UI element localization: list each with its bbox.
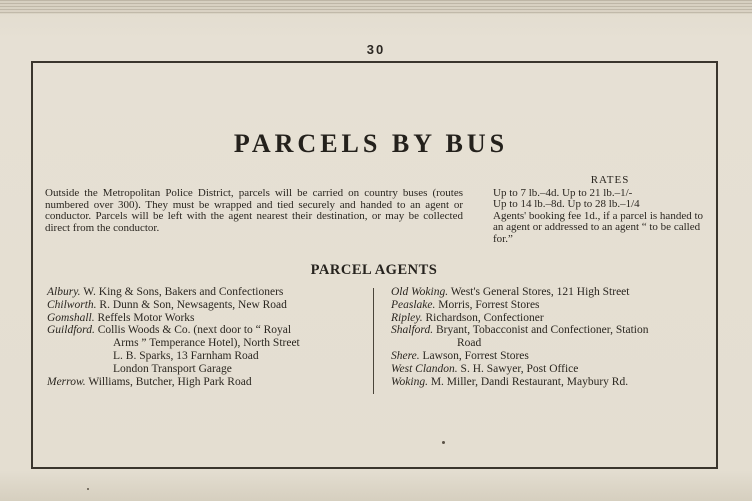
agent-place: Merrow.: [47, 375, 86, 388]
agent-place: Peaslake.: [391, 298, 436, 311]
agent-entry: [47, 299, 367, 312]
agent-details-continued: London Transport Garage: [113, 362, 232, 375]
agent-details: Reffels Motor Works: [97, 311, 195, 324]
agent-entry: [47, 376, 367, 389]
agent-entry: [47, 324, 367, 375]
agent-entry: [391, 376, 711, 389]
agent-entry: [391, 286, 711, 299]
agent-details: Williams, Butcher, High Park Road: [88, 375, 252, 388]
agent-place: West Clandon.: [391, 362, 458, 375]
agent-entry: [391, 350, 711, 363]
agent-details: Morris, Forrest Stores: [438, 298, 540, 311]
agent-entry: [391, 324, 711, 350]
page-number: 30: [366, 42, 386, 57]
agent-place: Shalford.: [391, 324, 434, 337]
agent-place: Ripley.: [391, 311, 423, 324]
rates-line: Up to 14 lb.–8d. Up to 28 lb.–1/4: [493, 198, 640, 210]
agent-details-continued: Arms ” Temperance Hotel), North Street: [113, 337, 300, 350]
agent-details-continued: L. B. Sparks, 13 Farnham Road: [113, 349, 259, 362]
agent-entry: [47, 312, 367, 325]
agent-details: West's General Stores, 121 High Street: [450, 286, 630, 298]
agent-place: Shere.: [391, 349, 420, 362]
rates-box: [493, 175, 713, 245]
agent-details: Richardson, Confectioner: [425, 311, 544, 324]
agent-place: Albury.: [47, 286, 81, 298]
agent-entry: [391, 363, 711, 376]
agent-entry: [47, 286, 367, 299]
agents-left-column: [47, 286, 367, 388]
agents-right-column: [391, 286, 711, 388]
agent-place: Woking.: [391, 375, 428, 388]
paper-speck: [442, 441, 445, 444]
agent-details: W. King & Sons, Bakers and Confectioners: [83, 286, 284, 298]
column-divider: [373, 288, 374, 394]
agent-details: Lawson, Forrest Stores: [422, 349, 529, 362]
agent-entry: [391, 312, 711, 325]
rates-heading: RATES: [590, 174, 630, 186]
agent-details: Bryant, Tobacconist and Confectioner, Station: [435, 324, 649, 337]
agent-details: Collis Woods & Co. (next door to “ Royal: [97, 324, 292, 337]
agent-place: Guildford.: [47, 324, 95, 337]
rates-note: Agents' booking fee 1d., if a parcel is handed to an agent or addressed to an agent “ to be called for.”: [493, 209, 704, 245]
agent-details: R. Dunn & Son, Newsagents, New Road: [99, 298, 287, 311]
agent-place: Old Woking.: [391, 286, 449, 298]
page-edges: [0, 0, 752, 14]
agent-details: S. H. Sawyer, Post Office: [460, 362, 579, 375]
agent-place: Gomshall.: [47, 311, 95, 324]
paper-speck: [87, 488, 89, 490]
agent-details-continued: Road: [457, 337, 482, 350]
rates-line: Up to 7 lb.–4d. Up to 21 lb.–1/-: [493, 186, 633, 199]
intro-paragraph: Outside the Metropolitan Police District, parcels will be carried on country buses (routes numbered over 300). They must be wrapped and tied securely and handed to an agent or conductor. Parcels will be left with the agent nearest their destination, or may be collected direct from the conductor.: [45, 187, 463, 234]
agent-entry: [391, 299, 711, 312]
agents-heading: PARCEL AGENTS: [310, 262, 438, 278]
page-title: PARCELS BY BUS: [233, 129, 509, 158]
agent-place: Chilworth.: [47, 298, 97, 311]
agent-details: M. Miller, Dandi Restaurant, Maybury Rd.: [430, 375, 629, 388]
